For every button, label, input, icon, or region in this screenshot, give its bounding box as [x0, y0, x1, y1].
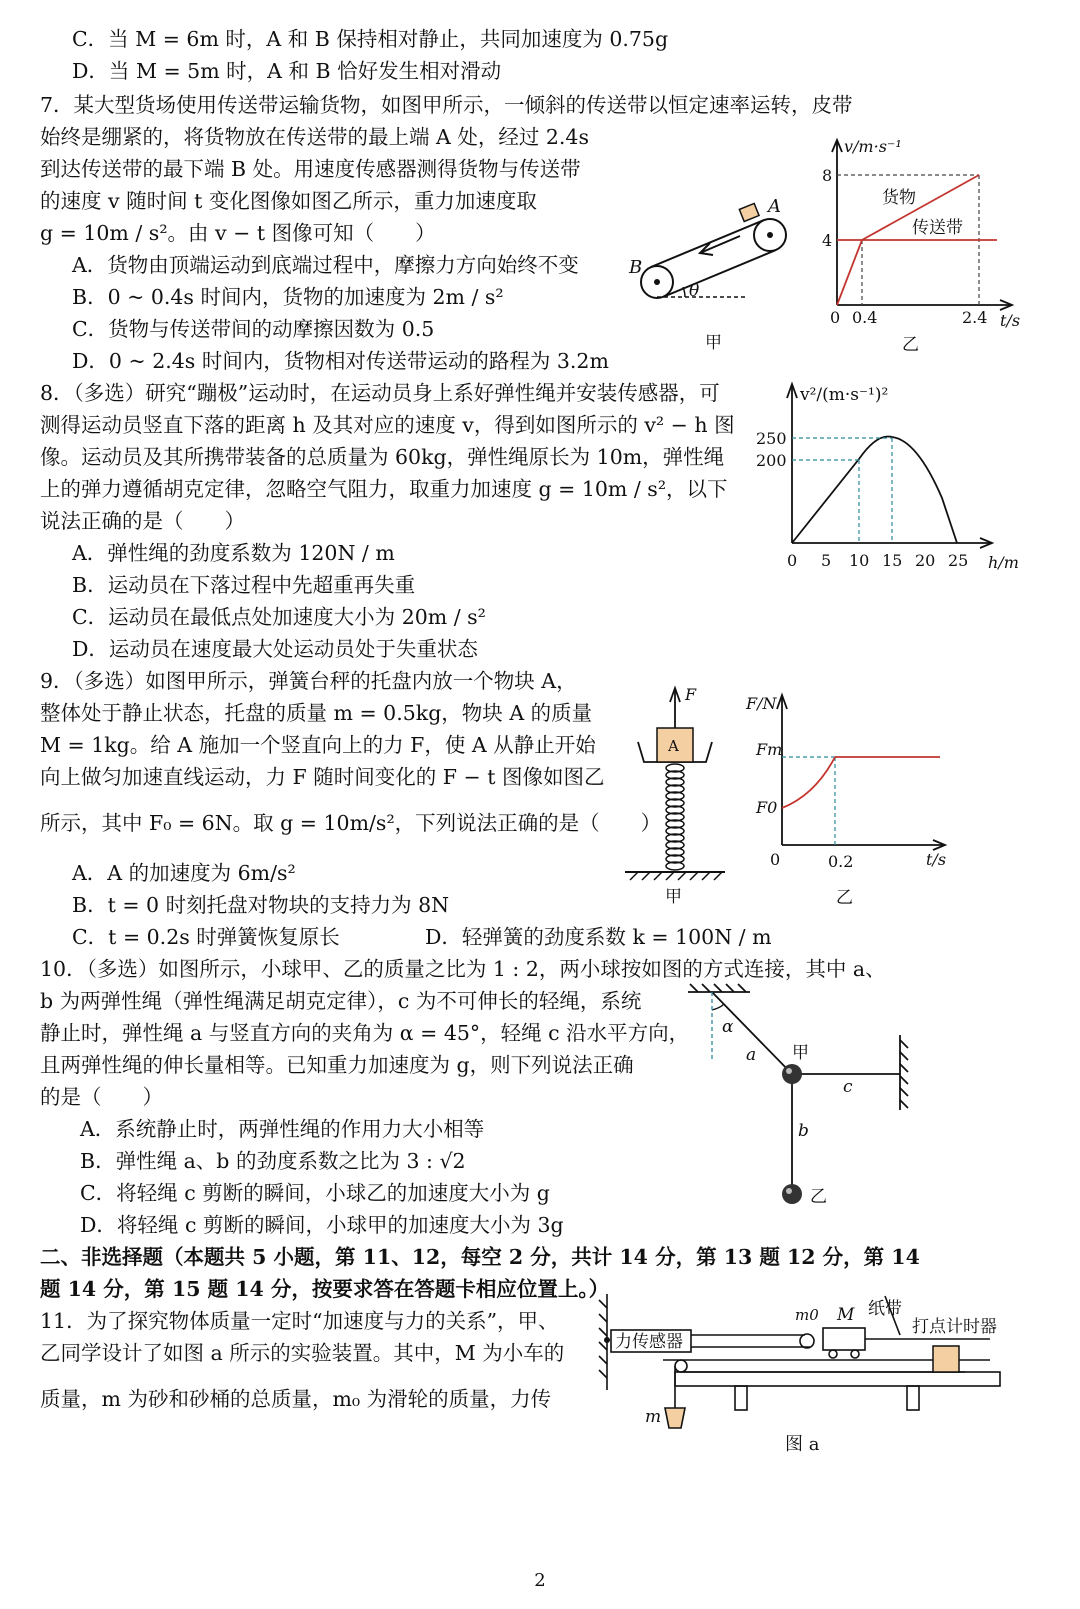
q8-xtick-10: 10 [849, 551, 870, 570]
q8-ylabel: v²/(m·s⁻¹)² [800, 385, 889, 405]
q11-stem-line2: 乙同学设计了如图 a 所示的实验装置。其中，M 为小车的 [40, 1341, 565, 1365]
q9-ylabel: F/N [746, 694, 777, 713]
q7-caption-jia: 甲 [705, 333, 722, 353]
q6-option-c: C．当 M = 6m 时，A 和 B 保持相对静止，共同加速度为 0.75g [72, 27, 669, 51]
q7-belt-label: 传送带 [912, 218, 963, 238]
q7-option-b: B．0 ~ 0.4s 时间内，货物的加速度为 2m / s² [72, 285, 504, 309]
q7-stem-line2: 始终是绷紧的，将货物放在传送带的最上端 A 处，经过 2.4s [40, 125, 589, 149]
q8-stem-line5: 说法正确的是（ ） [40, 509, 245, 533]
q10-alpha: α [722, 1017, 734, 1037]
q10-option-c: C．将轻绳 c 剪断的瞬间，小球乙的加速度大小为 g [80, 1181, 550, 1205]
q9-option-b: B．t = 0 时刻托盘对物块的支持力为 8N [72, 893, 450, 917]
q10-stem-line2: b 为两弹性绳（弹性绳满足胡克定律），c 为不可伸长的轻绳，系统 [40, 989, 642, 1013]
q8-xtick-20: 20 [915, 551, 936, 570]
q9-stem-line1: 9．（多选）如图甲所示，弹簧台秤的托盘内放一个物块 A， [40, 669, 577, 693]
q9-xlabel: t/s [926, 850, 947, 869]
q10-label-b: b [798, 1121, 809, 1141]
q11-m0-label: m0 [795, 1306, 819, 1324]
q11-m-label: m [645, 1407, 662, 1427]
section2-header-line2: 题 14 分，第 15 题 14 分，按要求答在答题卡相应位置上。） [40, 1277, 610, 1301]
page-number: 2 [534, 1570, 546, 1591]
q7-y8: 8 [822, 166, 833, 185]
q8-v2h-graph [752, 378, 1032, 578]
q7-x04: 0.4 [852, 308, 878, 327]
q10-option-d: D．将轻绳 c 剪断的瞬间，小球甲的加速度大小为 3g [80, 1213, 564, 1237]
q9-caption-jia: 甲 [665, 887, 682, 907]
q10-label-yi: 乙 [810, 1187, 827, 1207]
q9-block-label: A [668, 737, 679, 755]
q10-option-b: B．弹性绳 a、b 的劲度系数之比为 3 : √2 [80, 1149, 466, 1173]
q9-stem-line2: 整体处于静止状态，托盘的质量 m = 0.5kg，物块 A 的质量 [40, 701, 593, 725]
q7-ylabel: v/m·s⁻¹ [844, 137, 902, 156]
q9-force-label: F [685, 685, 697, 704]
q11-stem-line1: 11．为了探究物体质量一定时“加速度与力的关系”，甲、 [40, 1309, 559, 1333]
q7-theta: θ [689, 281, 700, 301]
q9-x0: 0 [770, 850, 781, 869]
q9-x02: 0.2 [828, 852, 854, 871]
q10-stem-line4: 且两弹性绳的伸长量相等。已知重力加速度为 g，则下列说法正确 [40, 1053, 634, 1077]
q10-stem-line5: 的是（ ） [40, 1085, 163, 1109]
q9-fm-label: Fm [756, 740, 783, 759]
q7-x0: 0 [830, 308, 841, 327]
q7-caption-yi: 乙 [902, 335, 919, 355]
q9-stem-line3: M = 1kg。给 A 施加一个竖直向上的力 F，使 A 从静止开始 [40, 733, 596, 757]
q7-stem-line4: 的速度 v 随时间 t 变化图像如图乙所示，重力加速度取 [40, 189, 537, 213]
q8-y250: 250 [756, 429, 787, 448]
q7-label-b: B [629, 257, 643, 278]
q8-option-a: A．弹性绳的劲度系数为 120N / m [72, 541, 395, 565]
q10-label-a: a [746, 1045, 757, 1065]
q9-caption-yi: 乙 [836, 888, 853, 908]
q8-option-c: C．运动员在最低点处加速度大小为 20m / s² [72, 605, 486, 629]
q8-stem-line1: 8．（多选）研究“蹦极”运动时，在运动员身上系好弹性绳并安装传感器，可 [40, 381, 720, 405]
q8-stem-line2: 测得运动员竖直下落的距离 h 及其对应的速度 v，得到如图所示的 v² − h 图 [40, 413, 735, 437]
q8-stem-line4: 上的弹力遵循胡克定律，忽略空气阻力，取重力加速度 g = 10m / s²，以下 [40, 477, 728, 501]
q11-M-label: M [837, 1305, 855, 1325]
q10-stem-line1: 10．（多选）如图所示，小球甲、乙的质量之比为 1 : 2，两小球按如图的方式连接，其中 a、 [40, 957, 886, 981]
q9-option-a: A．A 的加速度为 6m/s² [72, 861, 296, 885]
q9-stem-line4: 向上做匀加速直线运动，力 F 随时间变化的 F − t 图像如图乙 [40, 765, 605, 789]
q9-option-d: D．轻弹簧的劲度系数 k = 100N / m [425, 925, 772, 949]
q7-xlabel: t/s [1000, 311, 1021, 330]
q9-option-c: C．t = 0.2s 时弹簧恢复原长 [72, 925, 340, 949]
q9-ft-graph [740, 685, 960, 908]
q11-apparatus-figure [595, 1290, 1015, 1460]
q10-balls-figure [680, 980, 920, 1220]
q11-caption: 图 a [785, 1434, 820, 1455]
q8-y200: 200 [756, 451, 787, 470]
q8-xtick-0: 0 [787, 551, 798, 570]
section2-header-line1: 二、非选择题（本题共 5 小题，第 11、12，每空 2 分，共计 14 分，第 13 题 12 分，第 14 [40, 1245, 920, 1269]
q10-stem-line3: 静止时，弹性绳 a 与竖直方向的夹角为 α = 45°，轻绳 c 沿水平方向， [40, 1021, 690, 1045]
q7-cargo-label: 货物 [882, 188, 916, 208]
q9-spring-scale-figure [620, 680, 730, 910]
q7-stem-line1: 7．某大型货场使用传送带运输货物，如图甲所示，一倾斜的传送带以恒定速率运转，皮带 [40, 93, 853, 117]
q11-timer-label: 打点计时器 [912, 1317, 997, 1337]
q8-xtick-25: 25 [948, 551, 969, 570]
q8-stem-line3: 像。运动员及其所携带装备的总质量为 60kg，弹性绳原长为 10m，弹性绳 [40, 445, 725, 469]
q8-option-d: D．运动员在速度最大处运动员处于失重状态 [72, 637, 478, 661]
q8-option-b: B．运动员在下落过程中先超重再失重 [72, 573, 416, 597]
q10-label-jia: 甲 [792, 1043, 809, 1063]
q7-label-a: A [768, 196, 781, 217]
q11-stem-line3: 质量，m 为砂和砂桶的总质量，m₀ 为滑轮的质量，力传 [40, 1387, 552, 1411]
q11-sensor-label: 力传感器 [615, 1332, 683, 1352]
q7-conveyor-figure [625, 195, 805, 355]
q11-tape-label: 纸带 [868, 1299, 902, 1319]
q6-option-d: D．当 M = 5m 时，A 和 B 恰好发生相对滑动 [72, 59, 502, 83]
q7-option-c: C．货物与传送带间的动摩擦因数为 0.5 [72, 317, 435, 341]
q7-y4: 4 [822, 231, 833, 250]
q10-option-a: A．系统静止时，两弹性绳的作用力大小相等 [80, 1117, 485, 1141]
q8-xtick-5: 5 [821, 551, 832, 570]
q10-label-c: c [843, 1077, 853, 1097]
q7-x24: 2.4 [962, 308, 988, 327]
q7-option-d: D．0 ~ 2.4s 时间内，货物相对传送带运动的路程为 3.2m [72, 349, 609, 373]
q7-stem-line3: 到达传送带的最下端 B 处。用速度传感器测得货物与传送带 [40, 157, 581, 181]
q8-xlabel: h/m [988, 553, 1019, 572]
q7-vt-graph [812, 130, 1032, 360]
q7-option-a: A．货物由顶端运动到底端过程中，摩擦力方向始终不变 [72, 253, 579, 277]
q8-xtick-15: 15 [882, 551, 903, 570]
q9-f0-label: F0 [756, 798, 778, 817]
q9-stem-line5: 所示，其中 F₀ = 6N。取 g = 10m/s²，下列说法正确的是（ ） [40, 811, 662, 835]
q7-stem-line5: g = 10m / s²。由 v − t 图像可知（ ） [40, 221, 436, 245]
